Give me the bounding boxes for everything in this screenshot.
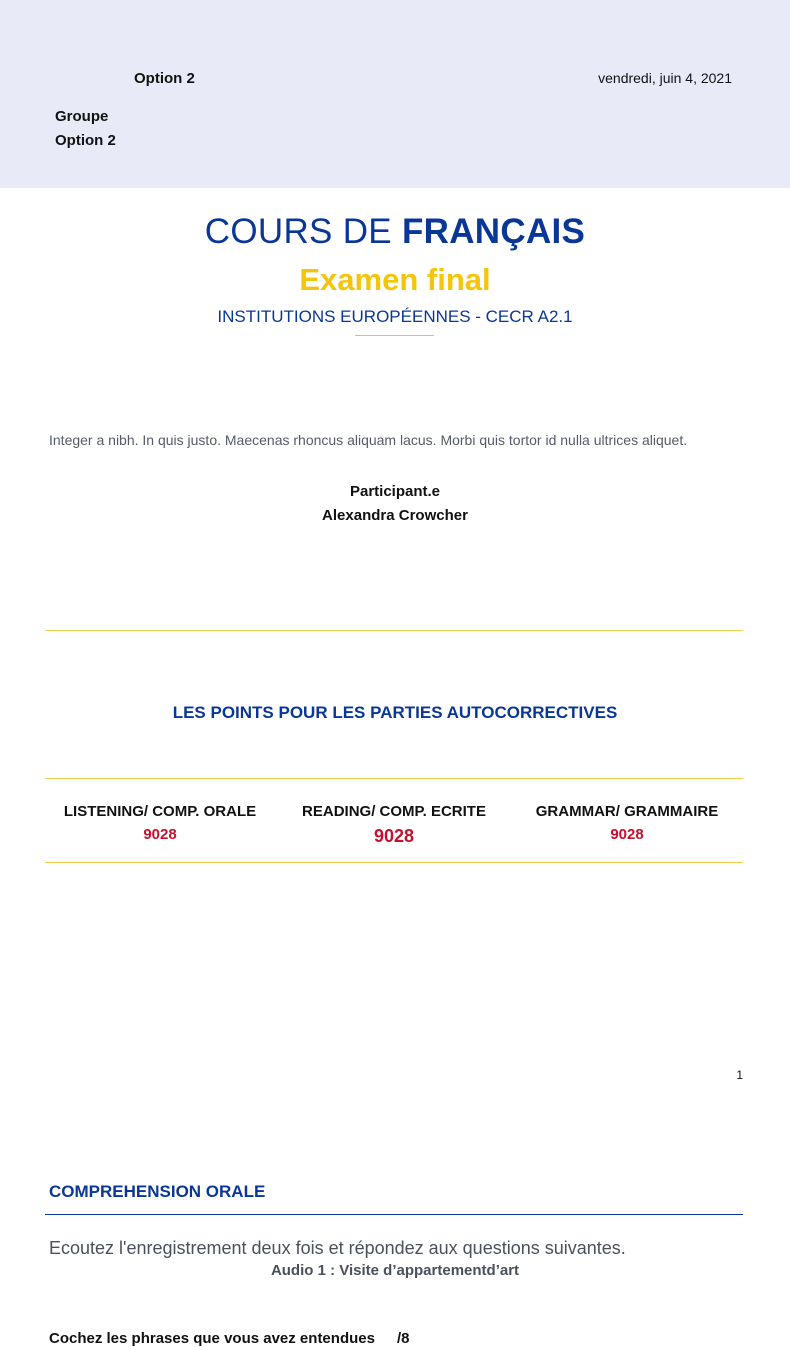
title-divider: [355, 335, 434, 336]
score-value: 9028: [373, 826, 415, 846]
score-value: 9028: [143, 826, 177, 843]
title-prefix: COURS DE: [204, 212, 402, 251]
groupe-label: Groupe: [55, 108, 109, 125]
option-label: Option 2: [134, 70, 195, 87]
header-band: [0, 0, 790, 188]
date-label: vendredi, juin 4, 2021: [598, 70, 732, 86]
score-grammar: [512, 803, 742, 843]
score-reading: [279, 803, 509, 847]
check-instruction: [49, 1330, 409, 1347]
page-title: [0, 212, 790, 252]
score-label: LISTENING/ COMP. ORALE: [63, 803, 257, 820]
score-listening: [45, 803, 275, 843]
score-value: 9028: [610, 826, 644, 843]
score-label: GRAMMAR/ GRAMMAIRE: [535, 803, 719, 820]
divider: [45, 630, 743, 631]
groupe-value: Option 2: [55, 132, 116, 149]
score-label: READING/ COMP. ECRITE: [302, 803, 486, 820]
divider: [45, 862, 743, 863]
title-emphasis: FRANÇAIS: [401, 212, 586, 251]
points-heading: LES POINTS POUR LES PARTIES AUTOCORRECTIVES: [172, 703, 618, 722]
exam-subtitle: Examen final: [299, 262, 491, 297]
check-points: /8: [396, 1330, 410, 1347]
check-text: Cochez les phrases que vous avez entendues: [49, 1330, 375, 1347]
divider: [45, 778, 743, 779]
instructions-text: Ecoutez l'enregistrement deux fois et répondez aux questions suivantes.: [49, 1238, 626, 1258]
section-divider: [45, 1214, 743, 1215]
section-heading: COMPREHENSION ORALE: [49, 1182, 266, 1201]
audio-label: Audio 1 : Visite d’appartementd’art: [270, 1262, 520, 1279]
participant-name: Alexandra Crowcher: [322, 507, 468, 524]
intro-text: Integer a nibh. In quis justo. Maecenas rhoncus aliquam lacus. Morbi quis tortor id nulla ultrices aliquet.: [49, 432, 688, 448]
page-number: 1: [736, 1068, 743, 1082]
tagline: INSTITUTIONS EUROPÉENNES - CECR A2.1: [217, 307, 573, 326]
participant-label: Participant.e: [349, 483, 441, 500]
